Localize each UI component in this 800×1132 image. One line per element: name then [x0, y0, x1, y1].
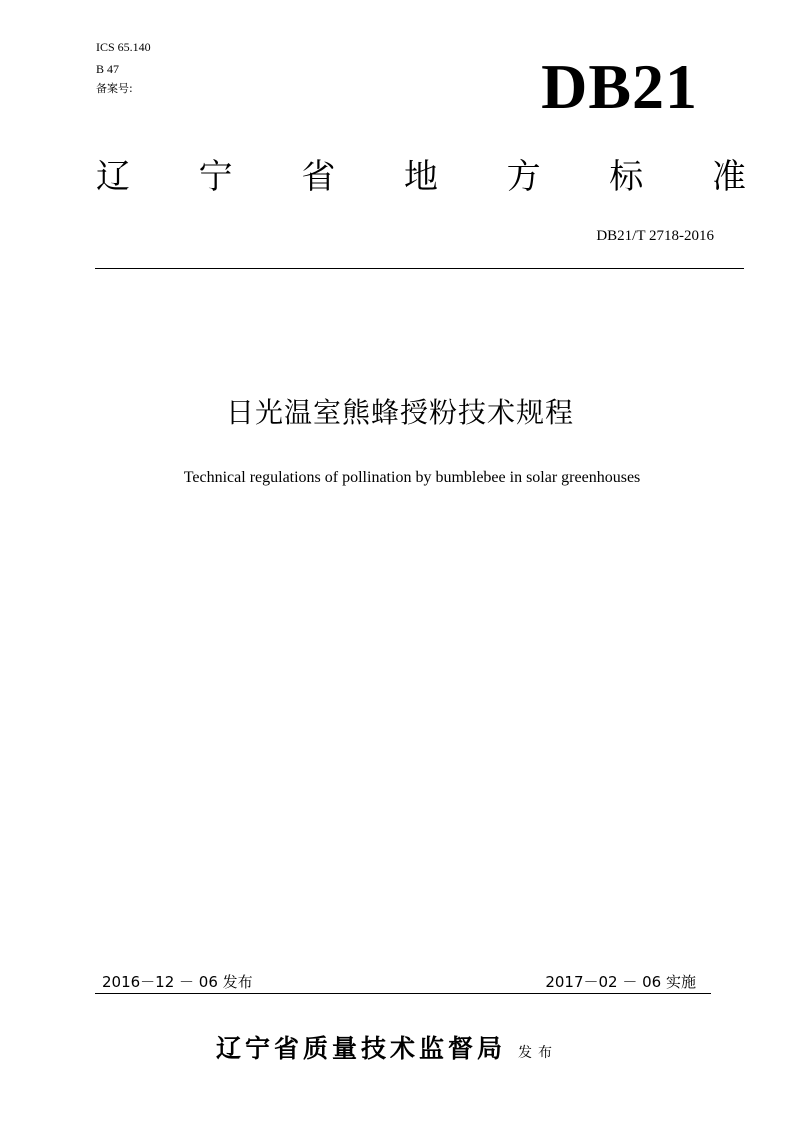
standard-type-char: 辽	[96, 157, 130, 197]
ics-code: ICS 65.140	[96, 40, 151, 54]
record-number-label: 备案号:	[96, 82, 133, 95]
issuer-line	[216, 1032, 558, 1066]
standard-type-char: 准	[711, 157, 746, 197]
issuer-suffix: 发布	[518, 1045, 559, 1061]
issuer-name: 辽宁省质量技术监督局	[216, 1034, 507, 1063]
header-divider	[95, 268, 744, 269]
document-title-chinese: 日光温室熊蜂授粉技术规程	[225, 396, 574, 429]
document-title-english: Technical regulations of pollination by bumblebee in solar greenhouses	[183, 469, 641, 486]
standard-type-char: 地	[403, 157, 438, 197]
footer-divider	[95, 993, 711, 994]
standard-type-char: 方	[506, 157, 541, 197]
standard-type-char: 标	[609, 157, 644, 197]
implementation-date: 2017－02 － 06 实施	[545, 973, 696, 991]
standard-type-char: 宁	[198, 157, 233, 197]
classification-code: B 47	[96, 62, 120, 76]
standard-logo: DB21	[541, 51, 698, 122]
standard-type-char: 省	[301, 157, 336, 197]
standard-number: DB21/T 2718-2016	[596, 228, 714, 244]
standard-type-heading	[96, 155, 746, 199]
issue-date: 2016－12 － 06 发布	[102, 973, 253, 991]
